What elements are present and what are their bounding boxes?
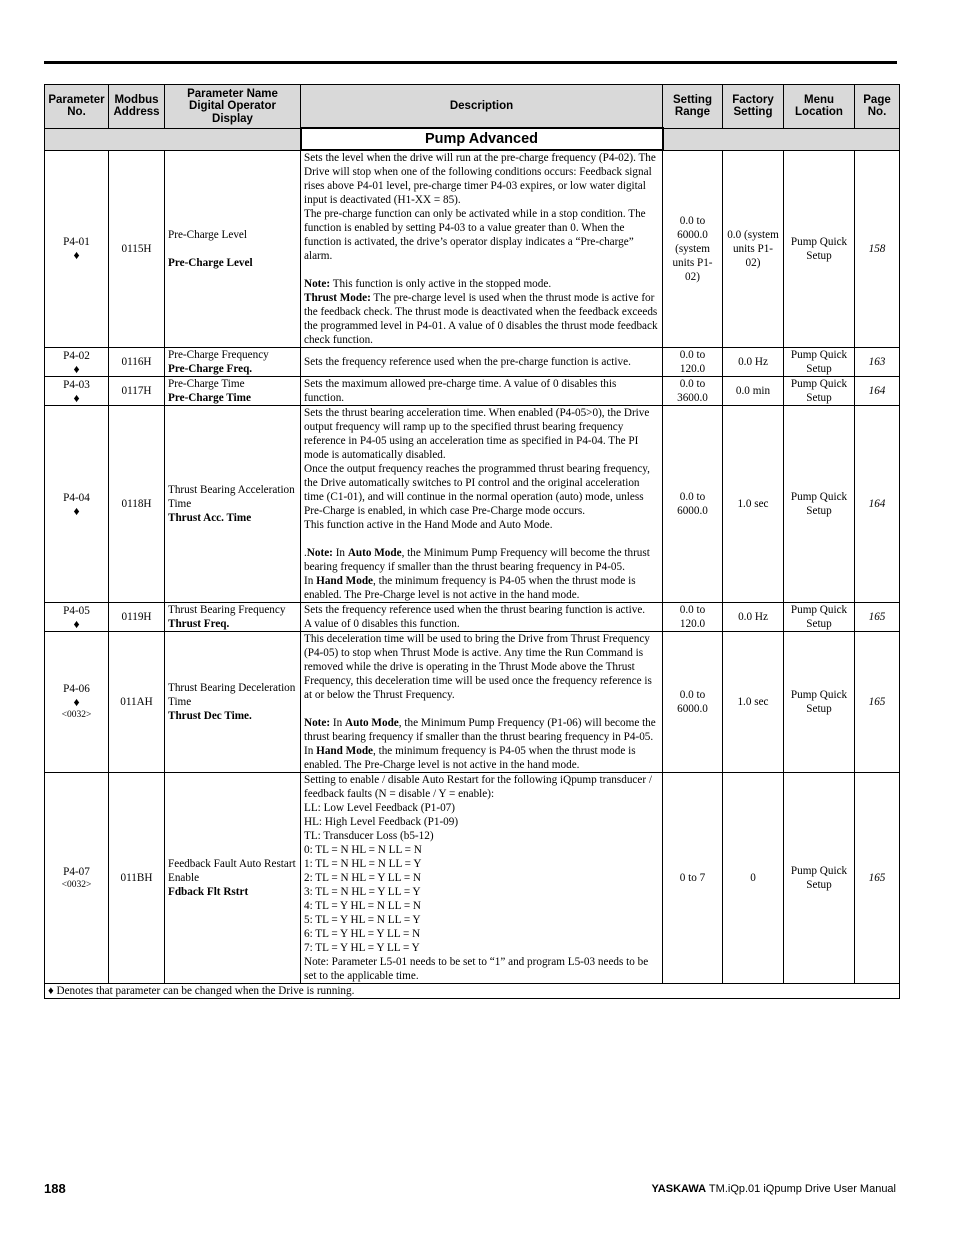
- footnote: ♦ Denotes that parameter can be changed when the Drive is running.: [45, 984, 900, 999]
- page-link[interactable]: 164: [855, 377, 900, 406]
- description-text: Setting to enable / disable Auto Restart for the following iQpump transducer / feedback faults (N = disable / Y = enable):: [304, 774, 652, 800]
- diamond-icon: ♦: [73, 361, 80, 376]
- description-text: HL: High Level Feedback (P1-09): [304, 816, 459, 828]
- description-hand-note: In Hand Mode, the minimum frequency is P4-05 when the thrust mode is enabled. The Pre-Charge level is not active in the hand mode.: [304, 575, 636, 601]
- name-cell: [165, 603, 301, 632]
- modbus-address: 0118H: [109, 406, 165, 603]
- table-header-row: [45, 85, 900, 129]
- version-tag: <0032>: [61, 710, 92, 720]
- setting-range: 0.0 to 6000.0: [663, 632, 723, 773]
- param-cell: [45, 632, 109, 773]
- setting-option: 4: TL = Y HL = N LL = N: [304, 900, 422, 912]
- page-number: 188: [44, 1181, 66, 1196]
- param-number: P4-01: [63, 236, 90, 249]
- menu-location: Pump Quick Setup: [784, 377, 855, 406]
- setting-option: 0: TL = N HL = N LL = N: [304, 844, 422, 856]
- header-param-no: Parameter No.: [45, 85, 109, 129]
- setting-option: 5: TL = Y HL = N LL = Y: [304, 914, 421, 926]
- table-row: [45, 632, 900, 773]
- modbus-address: 0116H: [109, 348, 165, 377]
- table-row: [45, 377, 900, 406]
- operator-display: Fdback Flt Rstrt: [168, 886, 249, 898]
- description-text: This deceleration time will be used to bring the Drive from Thrust Frequency (P4-05) to stop when Thrust Mode is active. Any time the Run Command is removed while the drive is operating in the Thrust Mode above the Thrust Frequency, this deceleration time will be used once the frequency reference is at or below the Thrust Frequency.: [304, 633, 652, 701]
- table-row: [45, 773, 900, 984]
- description-text: LL: Low Level Feedback (P1-07): [304, 802, 455, 814]
- description-text: A value of 0 disables this function.: [304, 618, 460, 630]
- modbus-address: 0119H: [109, 603, 165, 632]
- factory-setting: 1.0 sec: [723, 632, 784, 773]
- description-cell: [301, 632, 663, 773]
- setting-range: 0.0 to 120.0: [663, 348, 723, 377]
- param-cell: [45, 603, 109, 632]
- description-note: .Note: In Auto Mode, the Minimum Pump Frequency will become the thrust bearing frequency if smaller than the thrust bearing frequency in P4-05.: [304, 547, 650, 573]
- name-cell: [165, 406, 301, 603]
- header-name: Parameter Name Digital Operator Display: [165, 85, 301, 129]
- diamond-icon: ♦: [73, 503, 80, 518]
- param-number: P4-07: [63, 865, 90, 878]
- factory-setting: 0.0 min: [723, 377, 784, 406]
- setting-option: 1: TL = N HL = N LL = Y: [304, 858, 422, 870]
- top-rule: [44, 61, 897, 64]
- section-row: [45, 128, 900, 150]
- table-row: [45, 348, 900, 377]
- header-factory-setting: Factory Setting: [723, 85, 784, 129]
- operator-display: Pre-Charge Level: [168, 256, 253, 269]
- setting-range: 0.0 to 120.0: [663, 603, 723, 632]
- description-thrust-note: Thrust Mode: The pre-charge level is used when the thrust mode is active for the feedback check. The thrust mode is deactivated when the feedback exceeds the programmed level in P4-01. A value of 0 disables the thrust mode feedback check function.: [304, 292, 658, 346]
- description-note: Note: In Auto Mode, the Minimum Pump Frequency (P1-06) will become the thrust bearing frequency if smaller than the thrust bearing frequency in P4-05.: [304, 717, 656, 743]
- parameter-name: Pre-Charge Level: [168, 228, 248, 241]
- diamond-icon: ♦: [73, 248, 80, 263]
- version-tag: <0032>: [61, 879, 92, 890]
- setting-option: 6: TL = Y HL = Y LL = N: [304, 928, 421, 940]
- operator-display: Thrust Acc. Time: [168, 512, 252, 524]
- note-label: Note:: [304, 278, 331, 290]
- description-cell: [301, 150, 663, 348]
- header-setting-range: Setting Range: [663, 85, 723, 129]
- modbus-address: 0115H: [109, 150, 165, 348]
- operator-display: Pre-Charge Freq.: [168, 363, 253, 375]
- header-menu-location: Menu Location: [784, 85, 855, 129]
- page-link[interactable]: 158: [855, 150, 900, 348]
- description-note: Note: Parameter L5-01 needs to be set to “1” and program L5-03 needs to be set to the applicable time.: [304, 956, 649, 982]
- setting-range: 0.0 to 3600.0: [663, 377, 723, 406]
- description-hand-note: In Hand Mode, the minimum frequency is P4-05 when the thrust mode is enabled. The Pre-Charge level is not active in the hand mode.: [304, 745, 636, 771]
- description-text: Once the output frequency reaches the programmed thrust bearing frequency, the Drive automatically switches to PI control and the original acceleration time (C1-01), and will continue in the normal operation (auto) mode, unless Pre-Charge is enabled, in which case Pre-Charge mode occurs.: [304, 463, 650, 517]
- setting-option: 2: TL = N HL = Y LL = N: [304, 872, 422, 884]
- menu-location: Pump Quick Setup: [784, 406, 855, 603]
- description-text: TL: Transducer Loss (b5-12): [304, 830, 434, 842]
- parameter-name: Pre-Charge Time: [168, 378, 245, 390]
- diamond-icon: ♦: [73, 390, 80, 405]
- description-text: Sets the thrust bearing acceleration time. When enabled (P4-05>0), the Drive output frequency will ramp up to the specified thrust bearing frequency reference in P4-05 using an acceleration time as specified in P4-04. The PI mode is automatically disabled.: [304, 407, 650, 461]
- operator-display: Pre-Charge Time: [168, 392, 251, 404]
- setting-range: 0.0 to 6000.0: [663, 406, 723, 603]
- menu-location: Pump Quick Setup: [784, 603, 855, 632]
- page-link[interactable]: 163: [855, 348, 900, 377]
- param-cell: [45, 773, 109, 984]
- param-number: P4-05: [63, 604, 90, 617]
- factory-setting: 0.0 Hz: [723, 348, 784, 377]
- header-description: Description: [301, 85, 663, 129]
- factory-setting: 1.0 sec: [723, 406, 784, 603]
- name-cell: [165, 150, 301, 348]
- setting-option: 7: TL = Y HL = Y LL = Y: [304, 942, 420, 954]
- page-link[interactable]: 164: [855, 406, 900, 603]
- factory-setting: 0.0 (system units P1-02): [723, 150, 784, 348]
- table-row: [45, 603, 900, 632]
- note-label: Note:: [306, 547, 333, 559]
- setting-option: 3: TL = N HL = Y LL = Y: [304, 886, 421, 898]
- param-cell: [45, 406, 109, 603]
- modbus-address: 011AH: [109, 632, 165, 773]
- header-page-no: Page No.: [855, 85, 900, 129]
- name-cell: [165, 377, 301, 406]
- param-cell: [45, 377, 109, 406]
- parameter-name: Thrust Bearing Frequency: [168, 604, 286, 616]
- name-cell: [165, 632, 301, 773]
- name-cell: [165, 348, 301, 377]
- description-cell: [301, 603, 663, 632]
- menu-location: Pump Quick Setup: [784, 348, 855, 377]
- footer-manual-title: [651, 1183, 896, 1195]
- diamond-icon: ♦: [73, 695, 80, 709]
- description-text: Sets the level when the drive will run at the pre-charge frequency (P4-02). The Drive will stop when one of the following conditions occurs: Feedback signal rises above P4-01 level, pre-charge timer P4-03 expires, or low water digital input is deactivated (H1-XX = 85).: [304, 152, 656, 206]
- page-link[interactable]: 165: [855, 773, 900, 984]
- page-link[interactable]: 165: [855, 603, 900, 632]
- description-text: Sets the frequency reference used when the pre-charge function is active.: [301, 348, 663, 377]
- name-cell: [165, 773, 301, 984]
- page-link[interactable]: 165: [855, 632, 900, 773]
- operator-display: Thrust Dec Time.: [168, 710, 252, 722]
- thrust-label: Thrust Mode:: [304, 292, 371, 304]
- operator-display: Thrust Freq.: [168, 618, 230, 630]
- setting-range: 0.0 to 6000.0 (system units P1-02): [663, 150, 723, 348]
- parameter-name: Thrust Bearing Deceleration Time: [168, 682, 296, 708]
- description-note: Note: This function is only active in the stopped mode.: [304, 278, 552, 290]
- parameter-name: Thrust Bearing Acceleration Time: [168, 484, 295, 510]
- description-text: Sets the frequency reference used when the thrust bearing function is active.: [304, 604, 646, 616]
- manual-title: TM.iQp.01 iQpump Drive User Manual: [706, 1183, 896, 1195]
- parameter-name: Feedback Fault Auto Restart Enable: [168, 858, 296, 884]
- description-cell: [301, 406, 663, 603]
- param-number: P4-02: [63, 349, 90, 362]
- table-row: [45, 150, 900, 348]
- param-number: P4-04: [63, 491, 90, 504]
- menu-location: Pump Quick Setup: [784, 150, 855, 348]
- param-cell: [45, 348, 109, 377]
- section-title: Pump Advanced: [301, 128, 663, 150]
- description-text: This function active in the Hand Mode and Auto Mode.: [304, 519, 553, 531]
- header-modbus: Modbus Address: [109, 85, 165, 129]
- menu-location: Pump Quick Setup: [784, 632, 855, 773]
- footnote-row: [45, 984, 900, 999]
- parameter-name: Pre-Charge Frequency: [168, 349, 269, 361]
- modbus-address: 011BH: [109, 773, 165, 984]
- factory-setting: 0.0 Hz: [723, 603, 784, 632]
- param-cell: [45, 150, 109, 348]
- setting-range: 0 to 7: [663, 773, 723, 984]
- param-number: P4-06: [63, 683, 90, 695]
- parameter-table: [44, 84, 900, 999]
- param-number: P4-03: [63, 378, 90, 391]
- note-label: Note:: [304, 717, 331, 729]
- description-text: Sets the maximum allowed pre-charge time. A value of 0 disables this function.: [301, 377, 663, 406]
- brand-logo: YASKAWA: [651, 1183, 707, 1195]
- description-text: The pre-charge function can only be activated while in a stop condition. The function is enabled by setting P4-03 to a value greater than 0. When the function is activated, the drive’s operator display indicates a “Pre-charge” alarm.: [304, 208, 646, 262]
- modbus-address: 0117H: [109, 377, 165, 406]
- table-row: [45, 406, 900, 603]
- factory-setting: 0: [723, 773, 784, 984]
- menu-location: Pump Quick Setup: [784, 773, 855, 984]
- diamond-icon: ♦: [73, 616, 80, 631]
- description-cell: [301, 773, 663, 984]
